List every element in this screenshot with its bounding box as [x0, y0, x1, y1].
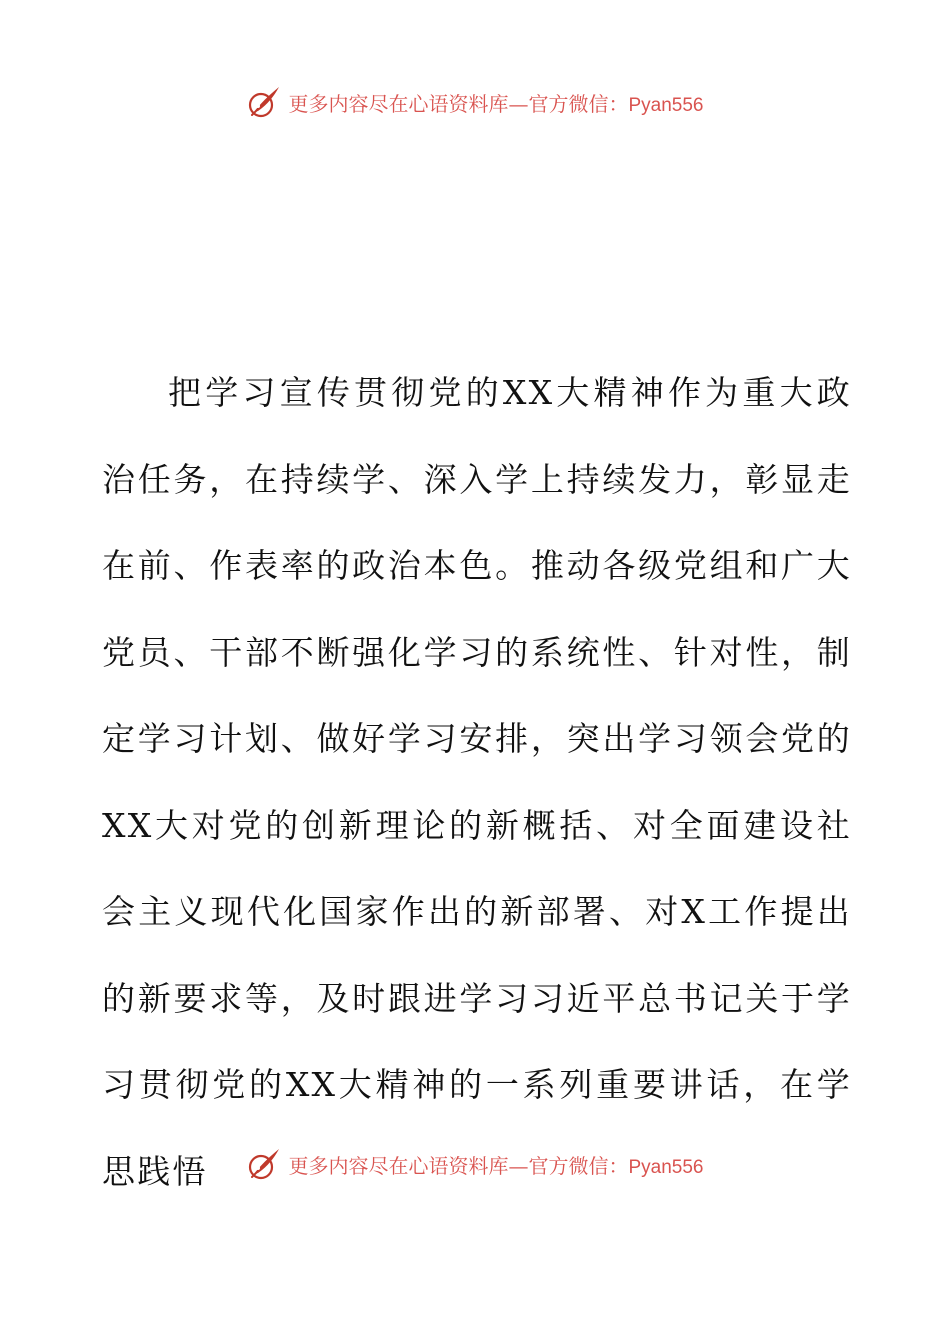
- quill-pen-logo-icon: [246, 84, 282, 120]
- footer-watermark: [0, 1144, 950, 1184]
- quill-pen-logo-icon: [246, 1146, 282, 1182]
- watermark-text: 更多内容尽在心语资料库—官方微信：Pyan556: [288, 91, 704, 116]
- watermark-text: 更多内容尽在心语资料库—官方微信：Pyan556: [288, 1153, 704, 1178]
- body-paragraph: 把学习宣传贯彻党的XX大精神作为重大政治任务，在持续学、深入学上持续发力，彰显走在前、作表率的政治本色。推动各级党组和广大党员、干部不断强化学习的系统性、针对性，制定学习计划、做好学习安排，突出学习领会党的XX大对党的创新理论的新概括、对全面建设社会主义现代化国家作出的新部署、对X工作提出的新要求等，及时跟进学习习近平总书记关于学习贯彻党的XX大精神的一系列重要讲话，在学思践悟: [102, 373, 852, 1191]
- header-watermark: [0, 82, 950, 122]
